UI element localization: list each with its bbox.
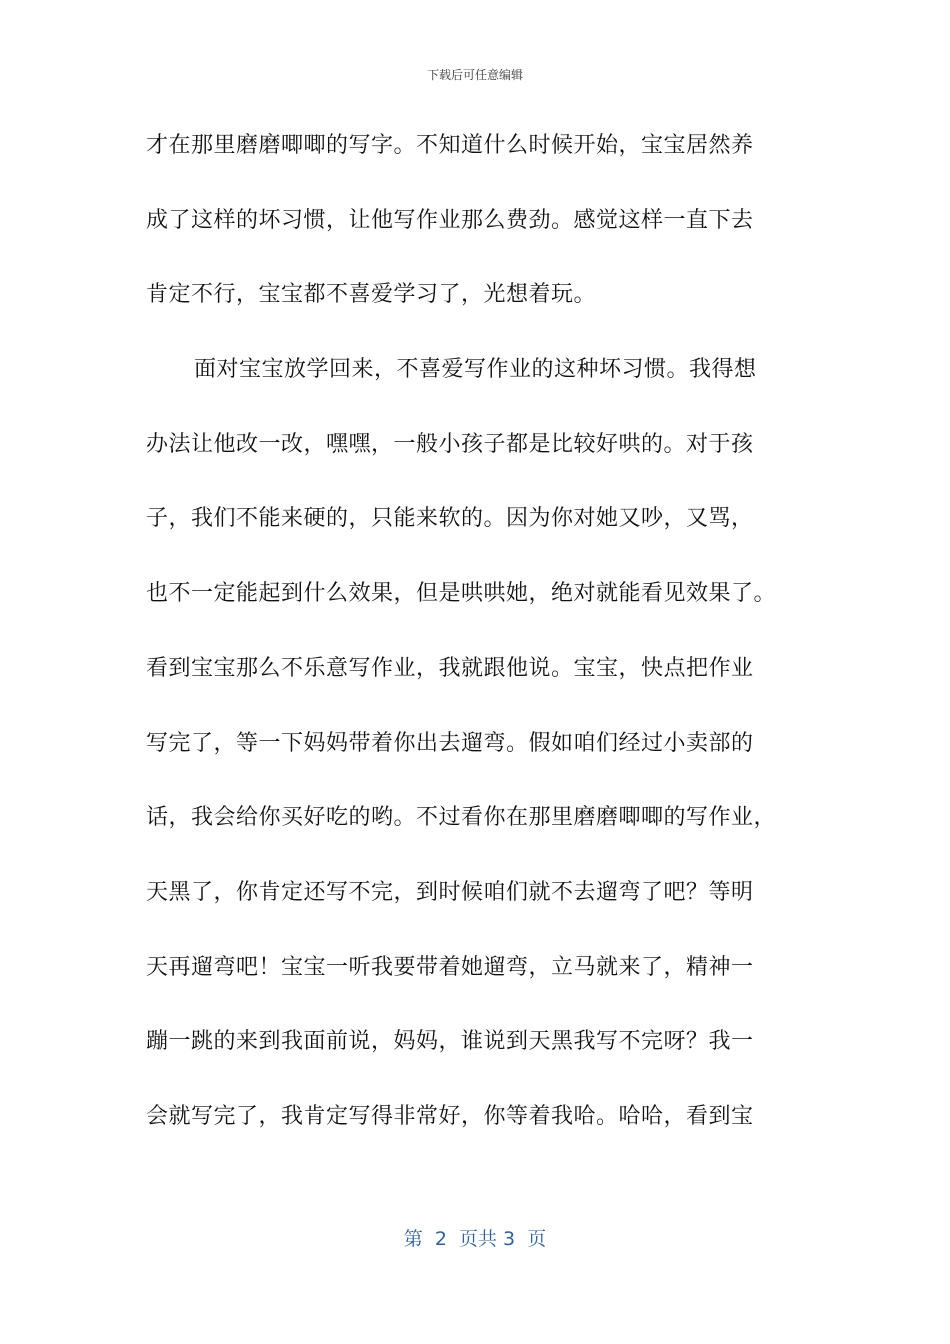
document-body (146, 124, 826, 1170)
body-line: 肯定不行，宝宝都不喜爱学习了，光想着玩。 (146, 282, 597, 308)
body-line: 成了这样的坏习惯，让他写作业那么费劲。感觉这样一直下去 (146, 207, 754, 233)
body-line: 天再遛弯吧！宝宝一听我要带着她遛弯，立马就来了，精神一 (146, 954, 754, 980)
paragraph-start-line: 面对宝宝放学回来，不喜爱写作业的这种坏习惯。我得想 (194, 357, 757, 383)
page-number-footer: 第 2 页共 3 页 (403, 1228, 547, 1250)
body-line: 蹦一跳的来到我面前说，妈妈，谁说到天黑我写不完呀？我一 (146, 1029, 754, 1055)
body-line: 办法让他改一改，嘿嘿，一般小孩子都是比较好哄的。对于孩 (146, 431, 754, 457)
body-line: 会就写完了，我肯定写得非常好，你等着我哈。哈哈，看到宝 (146, 1103, 754, 1129)
body-line: 子，我们不能来硬的，只能来软的。因为你对她又吵，又骂， (146, 506, 754, 532)
body-line: 话，我会给你买好吃的哟。不过看你在那里磨磨唧唧的写作业， (146, 805, 777, 831)
body-line: 也不一定能起到什么效果，但是哄哄她，绝对就能看见效果了。 (146, 581, 777, 607)
page-header: 下载后可任意编辑 (426, 68, 523, 82)
body-line: 才在那里磨磨唧唧的写字。不知道什么时候开始，宝宝居然养 (146, 133, 754, 158)
body-line: 天黑了，你肯定还写不完，到时候咱们就不去遛弯了吧？等明 (146, 879, 754, 905)
body-line: 写完了，等一下妈妈带着你出去遛弯。假如咱们经过小卖部的 (146, 730, 754, 756)
body-line: 看到宝宝那么不乐意写作业，我就跟他说。宝宝，快点把作业 (146, 655, 754, 681)
